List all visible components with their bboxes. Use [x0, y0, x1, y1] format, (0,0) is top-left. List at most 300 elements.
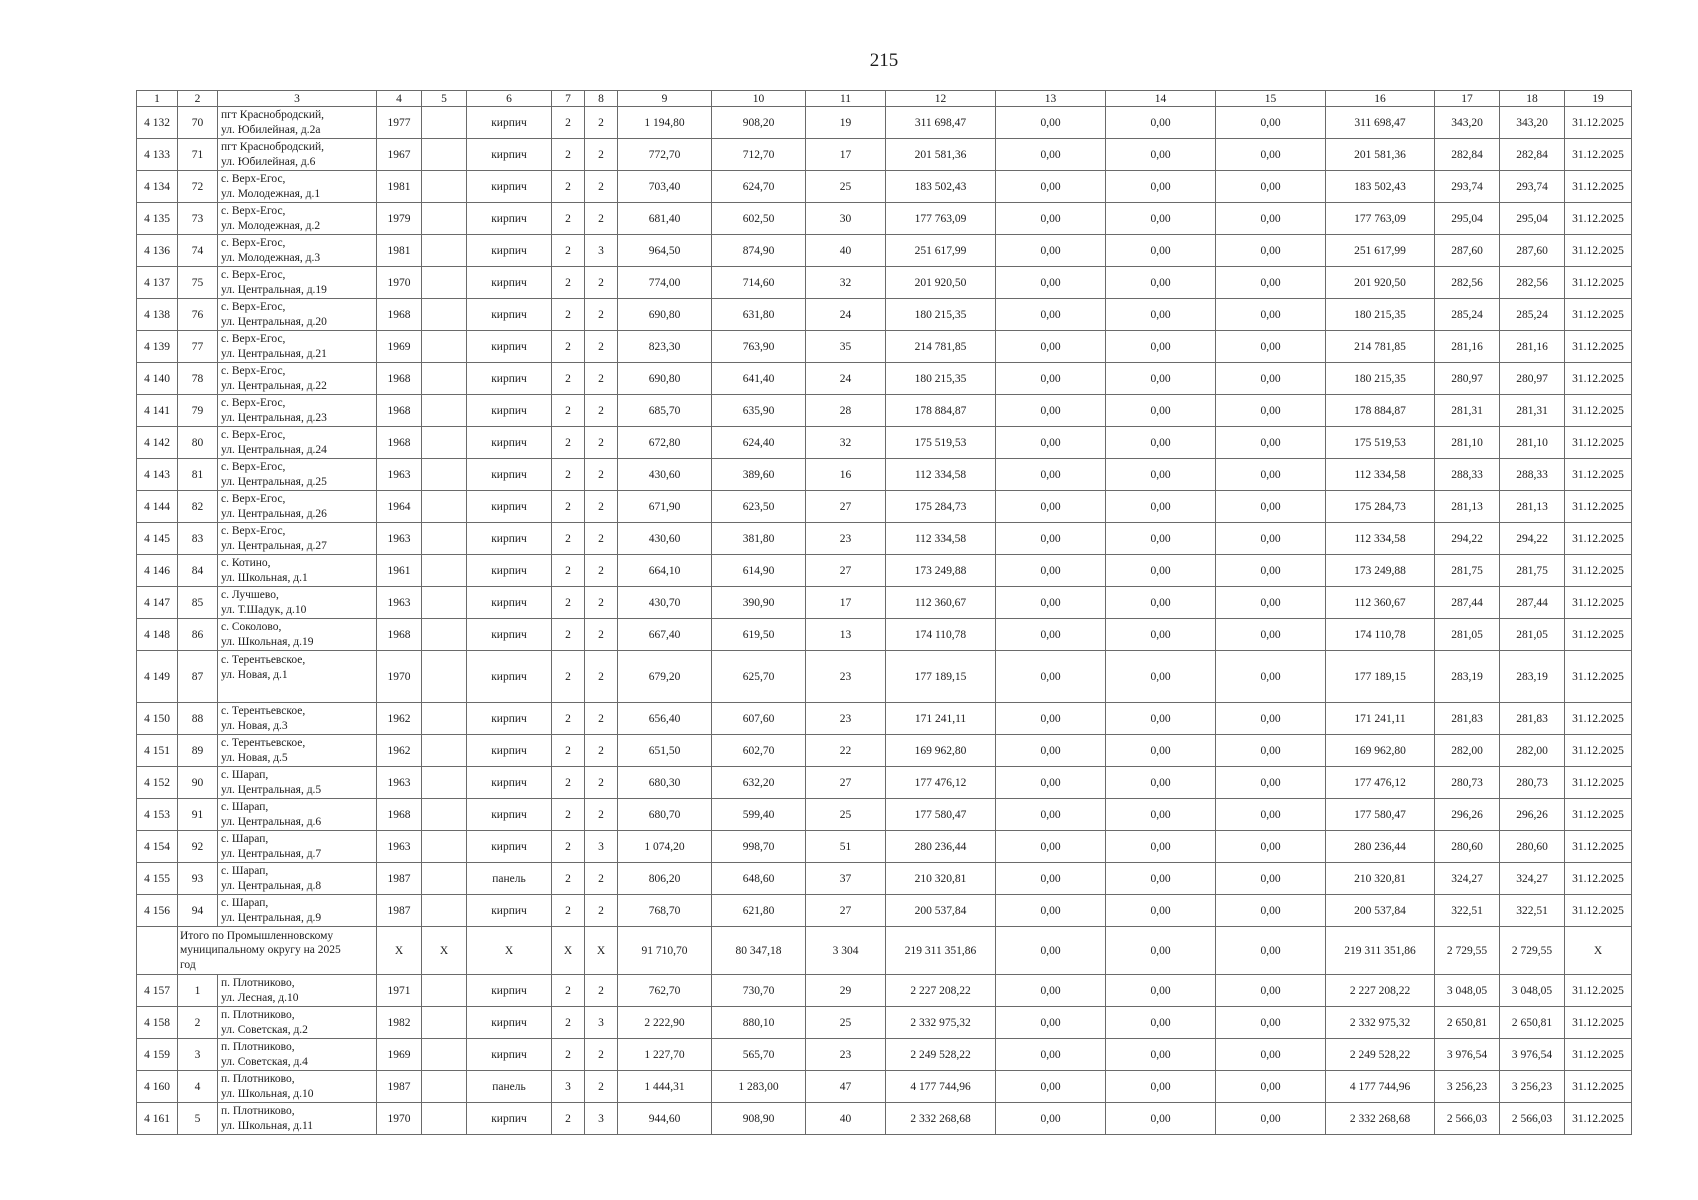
- table-cell-col-6: панель: [467, 1071, 552, 1103]
- table-cell-col-15: 0,00: [1216, 331, 1326, 363]
- table-cell-col-7: 2: [552, 459, 585, 491]
- table-cell-col-7: 2: [552, 395, 585, 427]
- table-cell-col-16: 171 241,11: [1326, 703, 1435, 735]
- table-cell-col-10: 712,70: [712, 139, 806, 171]
- address-cell-line: ул. Юбилейная, д.6: [221, 155, 316, 168]
- table-cell-col-15: 0,00: [1216, 895, 1326, 927]
- table-cell-col-5: [422, 767, 467, 799]
- table-cell-col-6: кирпич: [467, 619, 552, 651]
- table-cell-col-11: 19: [806, 107, 886, 139]
- table-cell-col-11: 27: [806, 555, 886, 587]
- table-cell-col-14: 0,00: [1106, 619, 1216, 651]
- table-cell-col-6: кирпич: [467, 735, 552, 767]
- table-cell-col-5: [422, 975, 467, 1007]
- address-cell: [218, 651, 377, 703]
- table-cell-col-19: 31.12.2025: [1565, 139, 1632, 171]
- table-cell-col-14: 0,00: [1106, 267, 1216, 299]
- table-row: [137, 267, 1632, 299]
- address-cell: [218, 1071, 377, 1103]
- table-cell-col-18: 280,97: [1500, 363, 1565, 395]
- table-cell-col-8: 2: [585, 703, 618, 735]
- table-row: [137, 555, 1632, 587]
- table-cell-col-17: 280,97: [1435, 363, 1500, 395]
- table-cell-col-4: 1968: [377, 799, 422, 831]
- table-cell-col-10: 565,70: [712, 1039, 806, 1071]
- table-cell-col-5: [422, 203, 467, 235]
- table-row: [137, 491, 1632, 523]
- header-cell-col-17: 17: [1435, 91, 1500, 107]
- table-cell-col-4: 1987: [377, 1071, 422, 1103]
- header-cell-col-8: 8: [585, 91, 618, 107]
- table-cell-col-2: 75: [178, 267, 218, 299]
- table-cell-col-1: 4 148: [137, 619, 178, 651]
- table-cell-col-13: 0,00: [996, 619, 1106, 651]
- table-cell-col-9: 806,20: [618, 863, 712, 895]
- table-cell-col-5: [422, 395, 467, 427]
- total-cell-col-8: X: [585, 927, 618, 975]
- table-cell-col-15: 0,00: [1216, 975, 1326, 1007]
- address-cell-line: с. Верх-Егос,: [221, 173, 286, 185]
- table-cell-col-7: 2: [552, 299, 585, 331]
- table-cell-col-10: 1 283,00: [712, 1071, 806, 1103]
- table-cell-col-11: 13: [806, 619, 886, 651]
- table-cell-col-17: 3 976,54: [1435, 1039, 1500, 1071]
- table-cell-col-15: 0,00: [1216, 799, 1326, 831]
- table-cell-col-17: 287,44: [1435, 587, 1500, 619]
- table-cell-col-16: 2 249 528,22: [1326, 1039, 1435, 1071]
- table-cell-col-4: 1979: [377, 203, 422, 235]
- address-cell-line: ул. Новая, д.3: [221, 719, 288, 732]
- table-cell-col-15: 0,00: [1216, 863, 1326, 895]
- table-cell-col-9: 430,70: [618, 587, 712, 619]
- table-cell-col-14: 0,00: [1106, 895, 1216, 927]
- table-cell-col-2: 76: [178, 299, 218, 331]
- table-cell-col-8: 2: [585, 171, 618, 203]
- table-cell-col-16: 169 962,80: [1326, 735, 1435, 767]
- table-cell-col-16: 200 537,84: [1326, 895, 1435, 927]
- table-cell-col-7: 2: [552, 203, 585, 235]
- table-cell-col-4: 1962: [377, 703, 422, 735]
- total-cell-col-9: 91 710,70: [618, 927, 712, 975]
- table-cell-col-9: 944,60: [618, 1103, 712, 1135]
- table-cell-col-9: 656,40: [618, 703, 712, 735]
- table-cell-col-18: 287,44: [1500, 587, 1565, 619]
- address-cell-line: с. Верх-Егос,: [221, 493, 286, 505]
- table-cell-col-5: [422, 267, 467, 299]
- table-cell-col-13: 0,00: [996, 863, 1106, 895]
- table-cell-col-19: 31.12.2025: [1565, 799, 1632, 831]
- table-cell-col-12: 177 763,09: [886, 203, 996, 235]
- table-cell-col-10: 632,20: [712, 767, 806, 799]
- address-cell-line: ул. Центральная, д.6: [221, 815, 322, 828]
- table-cell-col-17: 281,13: [1435, 491, 1500, 523]
- table-cell-col-18: 280,73: [1500, 767, 1565, 799]
- table-cell-col-12: 180 215,35: [886, 299, 996, 331]
- table-cell-col-4: 1968: [377, 427, 422, 459]
- table-cell-col-9: 1 074,20: [618, 831, 712, 863]
- table-cell-col-11: 23: [806, 523, 886, 555]
- address-cell: [218, 895, 377, 927]
- table-row: [137, 331, 1632, 363]
- table-cell-col-14: 0,00: [1106, 107, 1216, 139]
- table-cell-col-13: 0,00: [996, 895, 1106, 927]
- table-cell-col-8: 2: [585, 799, 618, 831]
- table-cell-col-13: 0,00: [996, 171, 1106, 203]
- total-label-line: год: [180, 958, 196, 971]
- table-cell-col-4: 1967: [377, 139, 422, 171]
- table-cell-col-9: 679,20: [618, 651, 712, 703]
- table-cell-col-12: 201 920,50: [886, 267, 996, 299]
- table-cell-col-1: 4 149: [137, 651, 178, 703]
- table-cell-col-18: 3 256,23: [1500, 1071, 1565, 1103]
- table-cell-col-11: 24: [806, 299, 886, 331]
- table-cell-col-12: 112 360,67: [886, 587, 996, 619]
- table-cell-col-7: 2: [552, 555, 585, 587]
- table-cell-col-10: 624,40: [712, 427, 806, 459]
- address-cell: [218, 267, 377, 299]
- table-cell-col-1: 4 153: [137, 799, 178, 831]
- address-cell-line: ул. Школьная, д.1: [221, 571, 308, 584]
- table-cell-col-12: 112 334,58: [886, 523, 996, 555]
- table-cell-col-6: кирпич: [467, 107, 552, 139]
- table-cell-col-15: 0,00: [1216, 1071, 1326, 1103]
- table-cell-col-11: 37: [806, 863, 886, 895]
- table-cell-col-16: 177 476,12: [1326, 767, 1435, 799]
- table-cell-col-16: 201 581,36: [1326, 139, 1435, 171]
- table-cell-col-12: 177 189,15: [886, 651, 996, 703]
- address-cell: [218, 523, 377, 555]
- table-cell-col-1: 4 154: [137, 831, 178, 863]
- table-cell-col-17: 294,22: [1435, 523, 1500, 555]
- table-cell-col-4: 1981: [377, 235, 422, 267]
- total-cell-col-10: 80 347,18: [712, 927, 806, 975]
- total-cell-col-14: 0,00: [1106, 927, 1216, 975]
- table-cell-col-5: [422, 1039, 467, 1071]
- table-cell-col-8: 2: [585, 395, 618, 427]
- table-cell-col-15: 0,00: [1216, 1007, 1326, 1039]
- address-cell-line: с. Шарап,: [221, 833, 269, 845]
- table-cell-col-19: 31.12.2025: [1565, 171, 1632, 203]
- total-cell-col-7: X: [552, 927, 585, 975]
- table-cell-col-10: 763,90: [712, 331, 806, 363]
- total-cell-col-15: 0,00: [1216, 927, 1326, 975]
- table-cell-col-18: 280,60: [1500, 831, 1565, 863]
- address-cell-line: ул. Центральная, д.26: [221, 507, 327, 520]
- table-cell-col-2: 82: [178, 491, 218, 523]
- table-cell-col-11: 25: [806, 171, 886, 203]
- table-cell-col-12: 169 962,80: [886, 735, 996, 767]
- table-cell-col-9: 774,00: [618, 267, 712, 299]
- table-cell-col-17: 282,56: [1435, 267, 1500, 299]
- header-cell-col-7: 7: [552, 91, 585, 107]
- table-row: [137, 799, 1632, 831]
- table-cell-col-11: 40: [806, 235, 886, 267]
- table-cell-col-12: 173 249,88: [886, 555, 996, 587]
- table-cell-col-1: 4 151: [137, 735, 178, 767]
- address-cell-line: с. Шарап,: [221, 769, 269, 781]
- table-cell-col-1: 4 140: [137, 363, 178, 395]
- table-cell-col-8: 2: [585, 523, 618, 555]
- table-cell-col-1: 4 143: [137, 459, 178, 491]
- table-cell-col-6: кирпич: [467, 491, 552, 523]
- table-cell-col-6: кирпич: [467, 1103, 552, 1135]
- table-cell-col-5: [422, 299, 467, 331]
- header-cell-col-2: 2: [178, 91, 218, 107]
- table-row: [137, 203, 1632, 235]
- table-cell-col-8: 2: [585, 267, 618, 299]
- total-row: [137, 927, 1632, 975]
- address-cell-line: ул. Молодежная, д.1: [221, 187, 321, 200]
- table-cell-col-2: 89: [178, 735, 218, 767]
- table-cell-col-2: 3: [178, 1039, 218, 1071]
- table-cell-col-13: 0,00: [996, 831, 1106, 863]
- table-cell-col-6: кирпич: [467, 703, 552, 735]
- table-cell-col-4: 1963: [377, 831, 422, 863]
- table-cell-col-4: 1962: [377, 735, 422, 767]
- address-cell-line: ул. Новая, д.5: [221, 751, 288, 764]
- table-row: [137, 619, 1632, 651]
- total-cell-col-5: X: [422, 927, 467, 975]
- address-cell-line: ул. Центральная, д.23: [221, 411, 327, 424]
- table-cell-col-18: 2 566,03: [1500, 1103, 1565, 1135]
- table-cell-col-19: 31.12.2025: [1565, 555, 1632, 587]
- table-cell-col-9: 964,50: [618, 235, 712, 267]
- table-cell-col-1: 4 157: [137, 975, 178, 1007]
- table-cell-col-8: 2: [585, 735, 618, 767]
- table-cell-col-9: 823,30: [618, 331, 712, 363]
- table-cell-col-15: 0,00: [1216, 651, 1326, 703]
- table-cell-col-7: 2: [552, 975, 585, 1007]
- table-cell-col-4: 1970: [377, 651, 422, 703]
- table-cell-col-11: 35: [806, 331, 886, 363]
- table-cell-col-15: 0,00: [1216, 555, 1326, 587]
- table-cell-col-7: 2: [552, 619, 585, 651]
- table-cell-col-1: 4 145: [137, 523, 178, 555]
- table-cell-col-19: 31.12.2025: [1565, 331, 1632, 363]
- table-row: [137, 395, 1632, 427]
- table-cell-col-17: 288,33: [1435, 459, 1500, 491]
- address-cell: [218, 395, 377, 427]
- table-cell-col-5: [422, 331, 467, 363]
- table-cell-col-7: 2: [552, 107, 585, 139]
- table-cell-col-1: 4 133: [137, 139, 178, 171]
- table-cell-col-9: 680,30: [618, 767, 712, 799]
- table-cell-col-8: 2: [585, 651, 618, 703]
- table-cell-col-15: 0,00: [1216, 427, 1326, 459]
- table-cell-col-10: 648,60: [712, 863, 806, 895]
- table-cell-col-9: 2 222,90: [618, 1007, 712, 1039]
- table-cell-col-12: 210 320,81: [886, 863, 996, 895]
- table-cell-col-15: 0,00: [1216, 107, 1326, 139]
- table-cell-col-13: 0,00: [996, 107, 1106, 139]
- table-cell-col-10: 730,70: [712, 975, 806, 1007]
- total-cell-col-4: X: [377, 927, 422, 975]
- table-cell-col-5: [422, 619, 467, 651]
- table-cell-col-13: 0,00: [996, 1007, 1106, 1039]
- table-cell-col-2: 84: [178, 555, 218, 587]
- table-cell-col-5: [422, 735, 467, 767]
- table-cell-col-6: кирпич: [467, 299, 552, 331]
- header-cell-col-18: 18: [1500, 91, 1565, 107]
- table-cell-col-12: 251 617,99: [886, 235, 996, 267]
- address-cell-line: пгт Краснобродский,: [221, 109, 325, 121]
- table-cell-col-17: 285,24: [1435, 299, 1500, 331]
- table-cell-col-14: 0,00: [1106, 203, 1216, 235]
- table-row: [137, 235, 1632, 267]
- table-cell-col-13: 0,00: [996, 331, 1106, 363]
- table-cell-col-9: 685,70: [618, 395, 712, 427]
- table-cell-col-17: 281,31: [1435, 395, 1500, 427]
- table-cell-col-13: 0,00: [996, 735, 1106, 767]
- table-cell-col-13: 0,00: [996, 459, 1106, 491]
- table-cell-col-19: 31.12.2025: [1565, 975, 1632, 1007]
- table-cell-col-1: 4 158: [137, 1007, 178, 1039]
- table-cell-col-7: 2: [552, 1007, 585, 1039]
- table-cell-col-12: 174 110,78: [886, 619, 996, 651]
- table-cell-col-14: 0,00: [1106, 363, 1216, 395]
- table-cell-col-16: 177 189,15: [1326, 651, 1435, 703]
- table-cell-col-19: 31.12.2025: [1565, 235, 1632, 267]
- table-cell-col-7: 2: [552, 799, 585, 831]
- address-cell-line: с. Терентьевское,: [221, 705, 306, 717]
- table-cell-col-14: 0,00: [1106, 523, 1216, 555]
- table-cell-col-19: 31.12.2025: [1565, 459, 1632, 491]
- table-cell-col-15: 0,00: [1216, 267, 1326, 299]
- table-cell-col-7: 2: [552, 767, 585, 799]
- table-cell-col-2: 94: [178, 895, 218, 927]
- table-cell-col-12: 200 537,84: [886, 895, 996, 927]
- table-cell-col-10: 908,90: [712, 1103, 806, 1135]
- table-cell-col-8: 2: [585, 363, 618, 395]
- table-cell-col-19: 31.12.2025: [1565, 523, 1632, 555]
- table-cell-col-17: 343,20: [1435, 107, 1500, 139]
- table-cell-col-2: 81: [178, 459, 218, 491]
- table-cell-col-19: 31.12.2025: [1565, 299, 1632, 331]
- table-cell-col-4: 1968: [377, 395, 422, 427]
- table-cell-col-8: 2: [585, 1039, 618, 1071]
- table-cell-col-4: 1969: [377, 1039, 422, 1071]
- table-cell-col-8: 3: [585, 831, 618, 863]
- table-row: [137, 587, 1632, 619]
- address-cell-line: ул. Центральная, д.8: [221, 879, 322, 892]
- address-cell-line: с. Верх-Егос,: [221, 365, 286, 377]
- table-cell-col-9: 680,70: [618, 799, 712, 831]
- table-cell-col-4: 1964: [377, 491, 422, 523]
- address-cell-line: п. Плотниково,: [221, 1073, 295, 1085]
- table-cell-col-15: 0,00: [1216, 171, 1326, 203]
- table-cell-col-11: 23: [806, 651, 886, 703]
- table-cell-col-16: 2 332 975,32: [1326, 1007, 1435, 1039]
- address-cell: [218, 235, 377, 267]
- table-cell-col-8: 2: [585, 331, 618, 363]
- table-row: [137, 363, 1632, 395]
- table-cell-col-11: 25: [806, 1007, 886, 1039]
- table-cell-col-9: 772,70: [618, 139, 712, 171]
- table-cell-col-19: 31.12.2025: [1565, 651, 1632, 703]
- table-cell-col-10: 607,60: [712, 703, 806, 735]
- table-cell-col-4: 1977: [377, 107, 422, 139]
- address-cell-line: ул. Центральная, д.27: [221, 539, 327, 552]
- table-cell-col-7: 2: [552, 523, 585, 555]
- header-cell-col-6: 6: [467, 91, 552, 107]
- table-cell-col-18: 295,04: [1500, 203, 1565, 235]
- table-cell-col-16: 112 334,58: [1326, 459, 1435, 491]
- address-cell: [218, 107, 377, 139]
- table-cell-col-2: 74: [178, 235, 218, 267]
- table-cell-col-14: 0,00: [1106, 1071, 1216, 1103]
- table-cell-col-16: 2 332 268,68: [1326, 1103, 1435, 1135]
- header-cell-col-16: 16: [1326, 91, 1435, 107]
- table-row: [137, 1071, 1632, 1103]
- table-cell-col-12: 2 249 528,22: [886, 1039, 996, 1071]
- table-cell-col-5: [422, 651, 467, 703]
- table-cell-col-1: 4 134: [137, 171, 178, 203]
- table-cell-col-5: [422, 799, 467, 831]
- address-cell: [218, 363, 377, 395]
- table-cell-col-7: 2: [552, 235, 585, 267]
- table-cell-col-1: 4 156: [137, 895, 178, 927]
- table-cell-col-14: 0,00: [1106, 299, 1216, 331]
- table-cell-col-8: 2: [585, 139, 618, 171]
- table-cell-col-12: 178 884,87: [886, 395, 996, 427]
- table-cell-col-12: 280 236,44: [886, 831, 996, 863]
- table-cell-col-6: кирпич: [467, 363, 552, 395]
- table-cell-col-7: 2: [552, 735, 585, 767]
- table-cell-col-11: 27: [806, 895, 886, 927]
- address-cell: [218, 619, 377, 651]
- table-cell-col-17: 287,60: [1435, 235, 1500, 267]
- table-cell-col-16: 201 920,50: [1326, 267, 1435, 299]
- header-cell-col-5: 5: [422, 91, 467, 107]
- table-cell-col-9: 768,70: [618, 895, 712, 927]
- table-cell-col-2: 86: [178, 619, 218, 651]
- table-cell-col-9: 1 444,31: [618, 1071, 712, 1103]
- table-cell-col-10: 390,90: [712, 587, 806, 619]
- table-cell-col-11: 24: [806, 363, 886, 395]
- address-cell-line: ул. Центральная, д.22: [221, 379, 327, 392]
- table-cell-col-4: 1981: [377, 171, 422, 203]
- table-cell-col-10: 602,50: [712, 203, 806, 235]
- table-cell-col-9: 667,40: [618, 619, 712, 651]
- table-cell-col-18: 282,56: [1500, 267, 1565, 299]
- table-cell-col-16: 173 249,88: [1326, 555, 1435, 587]
- table-cell-col-18: 293,74: [1500, 171, 1565, 203]
- table-cell-col-18: 3 976,54: [1500, 1039, 1565, 1071]
- table-cell-col-13: 0,00: [996, 799, 1106, 831]
- table-cell-col-6: кирпич: [467, 331, 552, 363]
- table-cell-col-18: 281,75: [1500, 555, 1565, 587]
- table-cell-col-6: кирпич: [467, 651, 552, 703]
- address-cell-line: с. Верх-Егос,: [221, 525, 286, 537]
- table-cell-col-17: 281,75: [1435, 555, 1500, 587]
- table-cell-col-7: 3: [552, 1071, 585, 1103]
- table-cell-col-8: 3: [585, 235, 618, 267]
- table-cell-col-7: 2: [552, 1103, 585, 1135]
- table-cell-col-19: 31.12.2025: [1565, 587, 1632, 619]
- table-cell-col-9: 681,40: [618, 203, 712, 235]
- table-cell-col-1: 4 137: [137, 267, 178, 299]
- table-cell-col-9: 671,90: [618, 491, 712, 523]
- table-cell-col-11: 25: [806, 799, 886, 831]
- table-cell-col-12: 175 519,53: [886, 427, 996, 459]
- table-cell-col-4: 1968: [377, 619, 422, 651]
- table-cell-col-16: 178 884,87: [1326, 395, 1435, 427]
- table-cell-col-15: 0,00: [1216, 767, 1326, 799]
- header-row: [137, 91, 1632, 107]
- table-cell-col-13: 0,00: [996, 395, 1106, 427]
- address-cell: [218, 331, 377, 363]
- header-cell-col-14: 14: [1106, 91, 1216, 107]
